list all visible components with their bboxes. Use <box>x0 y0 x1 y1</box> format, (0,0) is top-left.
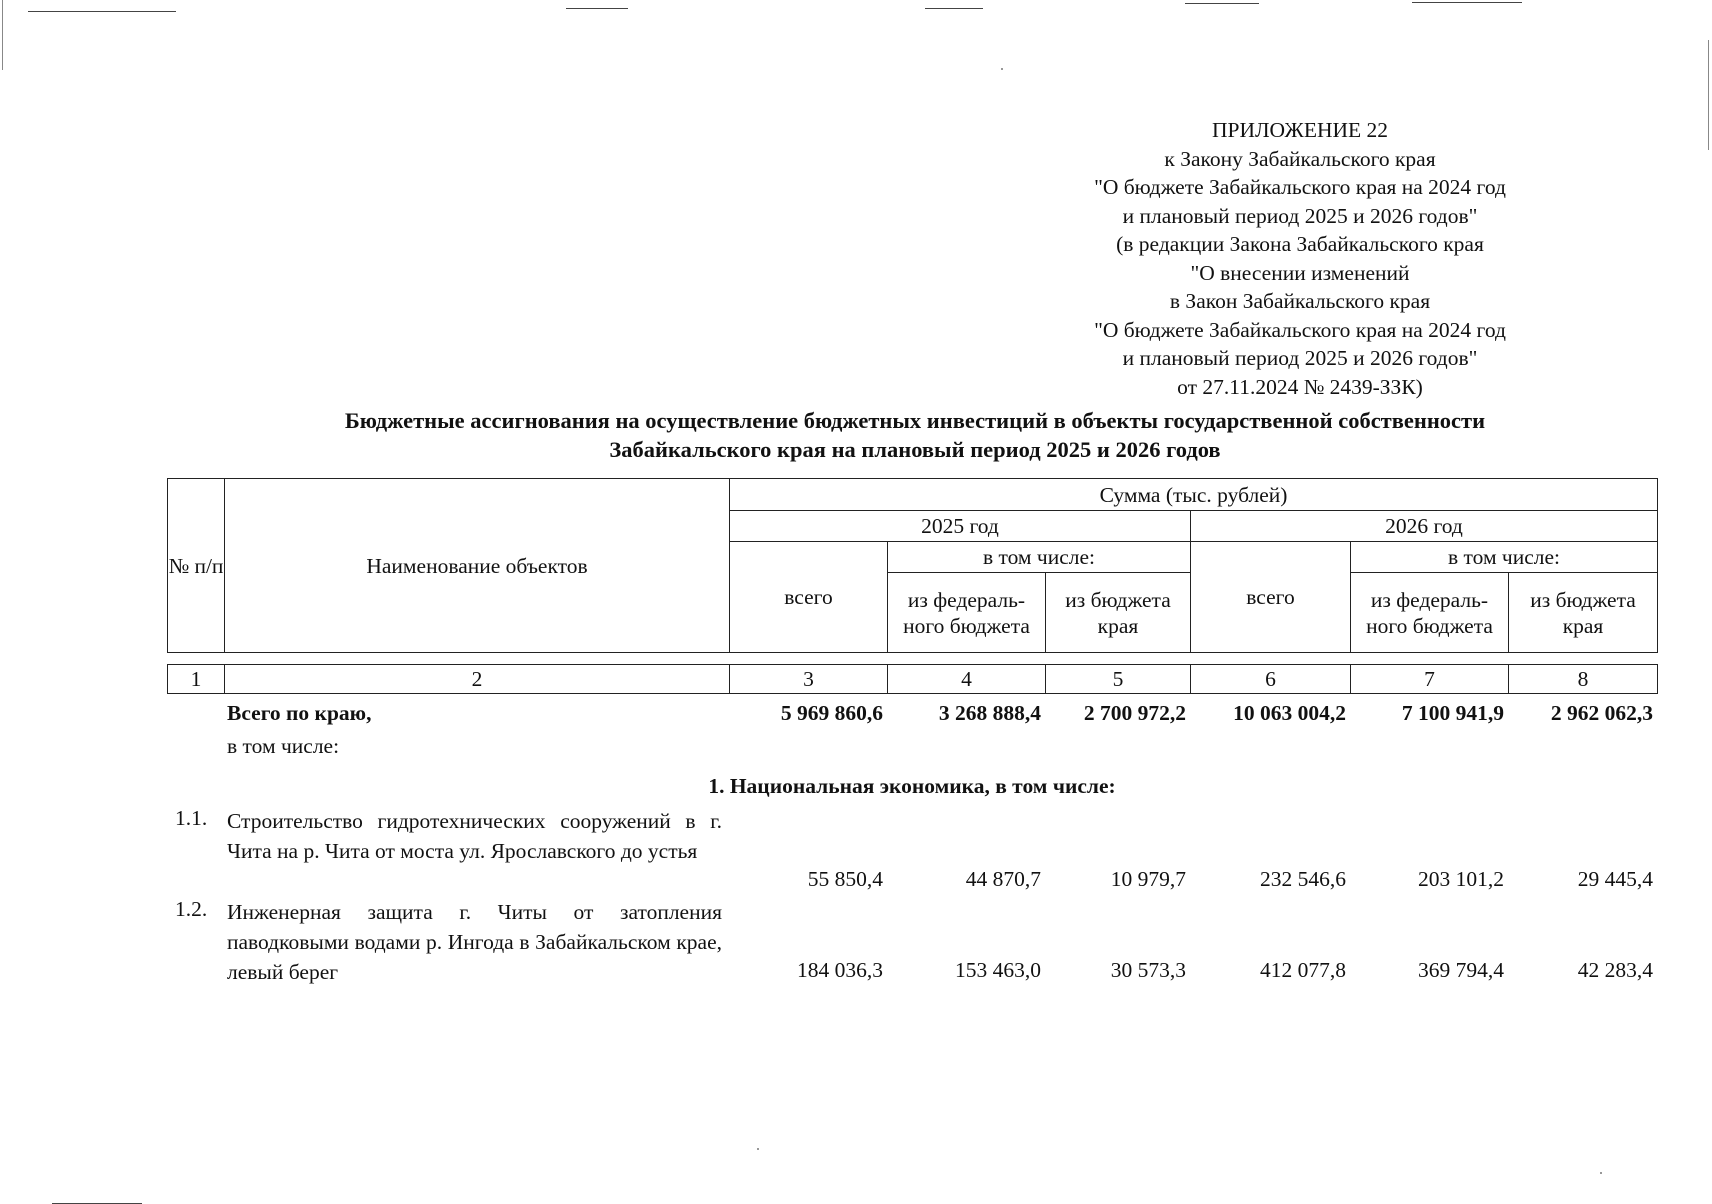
appendix-line: "О внесении изменений <box>1190 260 1410 285</box>
appendix-line: "О бюджете Забайкальского края на 2024 год <box>1094 175 1506 199</box>
header-year-2026: 2026 год <box>1191 511 1658 542</box>
scan-artifact <box>28 11 176 12</box>
appendix-line: ПРИЛОЖЕНИЕ 22 <box>1211 118 1389 142</box>
row-value: 42 283,4 <box>1577 958 1653 982</box>
appendix-header <box>1080 116 1520 401</box>
header-federal-2026: из федераль-ного бюджета <box>1351 573 1509 653</box>
scan-speck <box>1600 1172 1602 1174</box>
total-value: 10 063 004,2 <box>1233 701 1346 725</box>
column-number: 4 <box>888 665 1046 694</box>
title-line-1: Бюджетные ассигнования на осуществление бюджетных инвестиций в объекты государственной собственности <box>344 408 1486 433</box>
document-title <box>150 406 1680 464</box>
table-row <box>167 897 1657 989</box>
row-value: 30 573,3 <box>1110 958 1186 982</box>
header-regional-2026: из бюджета края <box>1509 573 1658 653</box>
total-row <box>167 701 1657 731</box>
total-value: 2 962 062,3 <box>1550 701 1653 725</box>
scan-speck <box>757 1148 759 1150</box>
table-header <box>167 478 1658 653</box>
row-value: 369 794,4 <box>1418 958 1504 982</box>
appendix-line: и плановый период 2025 и 2026 годов" <box>1122 203 1478 228</box>
column-number-row <box>167 664 1658 694</box>
row-value: 29 445,4 <box>1577 867 1653 891</box>
appendix-line: "О бюджете Забайкальского края на 2024 год <box>1094 317 1506 342</box>
scan-artifact <box>2 0 3 70</box>
header-sum: Сумма (тыс. рублей) <box>730 479 1658 511</box>
header-including-2026: в том числе: <box>1351 542 1658 573</box>
row-value: 153 463,0 <box>955 958 1041 982</box>
row-value: 184 036,3 <box>797 958 883 982</box>
appendix-line: к Закону Забайкальского края <box>1164 146 1436 171</box>
scan-artifact <box>1412 2 1522 3</box>
table-row <box>167 806 1657 898</box>
header-regional-2025: из бюджета края <box>1046 573 1191 653</box>
header-federal-2025: из федераль-ного бюджета <box>888 573 1046 653</box>
header-name: Наименование объектов <box>225 479 730 653</box>
total-value: 3 268 888,4 <box>938 701 1041 725</box>
appendix-line: в Закон Забайкальского края <box>1169 289 1431 313</box>
header-year-2025: 2025 год <box>730 511 1191 542</box>
row-value: 203 101,2 <box>1418 867 1504 891</box>
total-sub-row <box>167 734 1657 764</box>
scan-artifact <box>925 8 983 9</box>
total-value: 2 700 972,2 <box>1083 701 1186 725</box>
header-including-2025: в том числе: <box>888 542 1191 573</box>
title-line-2: Забайкальского края на плановый период 2025 и 2026 годов <box>609 437 1221 462</box>
column-number: 6 <box>1191 665 1351 694</box>
section-heading-row <box>167 774 1657 804</box>
total-value: 5 969 860,6 <box>780 701 883 725</box>
row-number: 1.1. <box>175 806 208 830</box>
column-number: 1 <box>168 665 225 694</box>
row-value: 44 870,7 <box>965 867 1041 891</box>
row-value: 10 979,7 <box>1110 867 1186 891</box>
row-value: 232 546,6 <box>1260 867 1346 891</box>
total-sub-label: в том числе: <box>227 734 340 758</box>
row-number: 1.2. <box>175 897 208 921</box>
section-heading: 1. Национальная экономика, в том числе: <box>708 774 1116 798</box>
column-number: 3 <box>730 665 888 694</box>
column-number: 7 <box>1351 665 1509 694</box>
appendix-line: (в редакции Закона Забайкальского края <box>1116 232 1484 256</box>
column-number: 8 <box>1509 665 1658 694</box>
header-num: № п/п <box>168 479 225 653</box>
column-number: 5 <box>1046 665 1191 694</box>
appendix-line: от 27.11.2024 № 2439-ЗЗК) <box>1177 374 1423 399</box>
object-name: Строительство гидротехнических сооружений в г. Чита на р. Чита от моста ул. Ярославского до устья <box>227 809 722 863</box>
total-label: Всего по краю, <box>227 701 372 725</box>
column-number: 2 <box>225 665 730 694</box>
row-value: 412 077,8 <box>1260 958 1346 982</box>
row-value: 55 850,4 <box>807 867 883 891</box>
scan-artifact <box>1708 40 1709 150</box>
object-name: Инженерная защита г. Читы от затопления паводковыми водами р. Ингода в Забайкальском крае, левый берег <box>227 900 722 984</box>
scan-artifact <box>566 8 628 9</box>
scan-speck <box>1001 68 1003 70</box>
scan-artifact <box>1185 3 1259 4</box>
header-total-2025: всего <box>730 542 888 653</box>
appendix-line: и плановый период 2025 и 2026 годов" <box>1122 346 1478 370</box>
total-value: 7 100 941,9 <box>1401 701 1504 725</box>
header-total-2026: всего <box>1191 542 1351 653</box>
